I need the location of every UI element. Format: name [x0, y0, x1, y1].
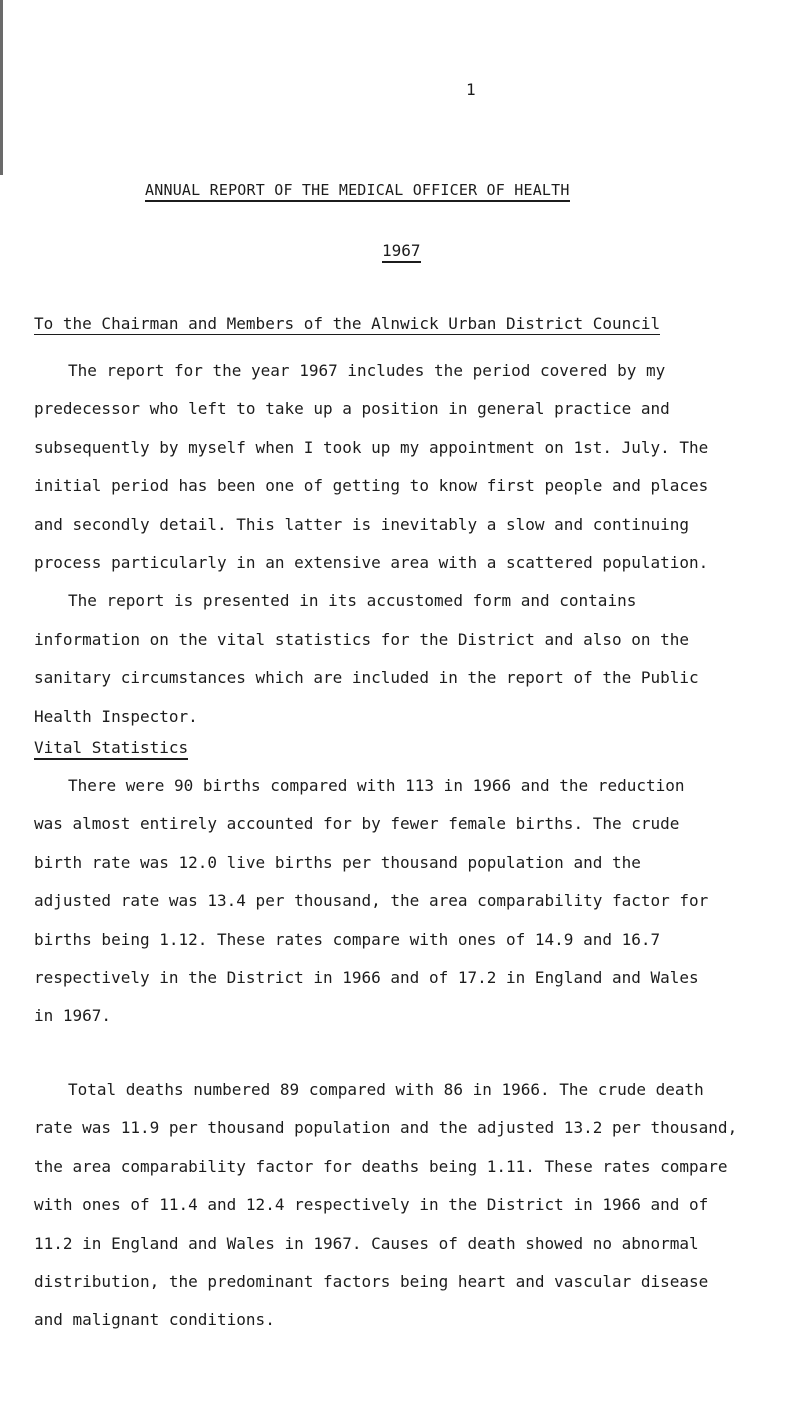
section-heading-vital-statistics: Vital Statistics [34, 739, 188, 760]
text-line: sanitary circumstances which are included in the report of the Public [34, 668, 699, 688]
text-line: adjusted rate was 13.4 per thousand, the area comparability factor for [34, 891, 709, 911]
text-line: subsequently by myself when I took up my appointment on 1st. July. The [34, 437, 709, 457]
text-line: births being 1.12. These rates compare with ones of 14.9 and 16.7 [34, 929, 661, 949]
text-line: initial period has been one of getting to know first people and places [34, 476, 709, 496]
text-line: process particularly in an extensive area with a scattered population. [34, 552, 709, 572]
text-line: Total deaths numbered 89 compared with 86 in 1966. The crude death [68, 1080, 704, 1099]
text-line: The report for the year 1967 includes the period covered by my [68, 361, 666, 380]
intro-paragraph [34, 352, 794, 736]
text-line: 11.2 in England and Wales in 1967. Causes of death showed no abnormal [34, 1233, 699, 1253]
report-year: 1967 [382, 242, 421, 263]
text-line: was almost entirely accounted for by fewer female births. The crude [34, 814, 680, 834]
text-line: distribution, the predominant factors being heart and vascular disease [34, 1271, 709, 1291]
scan-edge-shadow [0, 0, 3, 175]
text-line: The report is presented in its accustomed form and contains [68, 591, 637, 611]
births-paragraph [34, 767, 794, 1036]
text-line: information on the vital statistics for the District and also on the [34, 629, 690, 649]
page-number: 1 [466, 80, 476, 99]
text-line: respectively in the District in 1966 and of 17.2 in England and Wales [34, 967, 699, 987]
text-line: rate was 11.9 per thousand population and the adjusted 13.2 per thousand, [34, 1118, 738, 1138]
text-line: predecessor who left to take up a position in general practice and [34, 399, 670, 419]
text-line: with ones of 11.4 and 12.4 respectively in the District in 1966 and of [34, 1195, 709, 1215]
text-line: and secondly detail. This latter is inevitably a slow and continuing [34, 514, 690, 534]
deaths-paragraph [34, 1071, 794, 1340]
text-line: birth rate was 12.0 live births per thousand population and the [34, 852, 641, 872]
text-line: and malignant conditions. [34, 1310, 275, 1330]
report-title: ANNUAL REPORT OF THE MEDICAL OFFICER OF HEALTH [145, 181, 570, 202]
text-line: the area comparability factor for deaths being 1.11. These rates compare [34, 1156, 728, 1176]
text-line: in 1967. [34, 1006, 112, 1026]
salutation: To the Chairman and Members of the Alnwick Urban District Council [34, 314, 661, 333]
text-line: Health Inspector. [34, 706, 198, 726]
text-line: There were 90 births compared with 113 in 1966 and the reduction [68, 776, 685, 795]
